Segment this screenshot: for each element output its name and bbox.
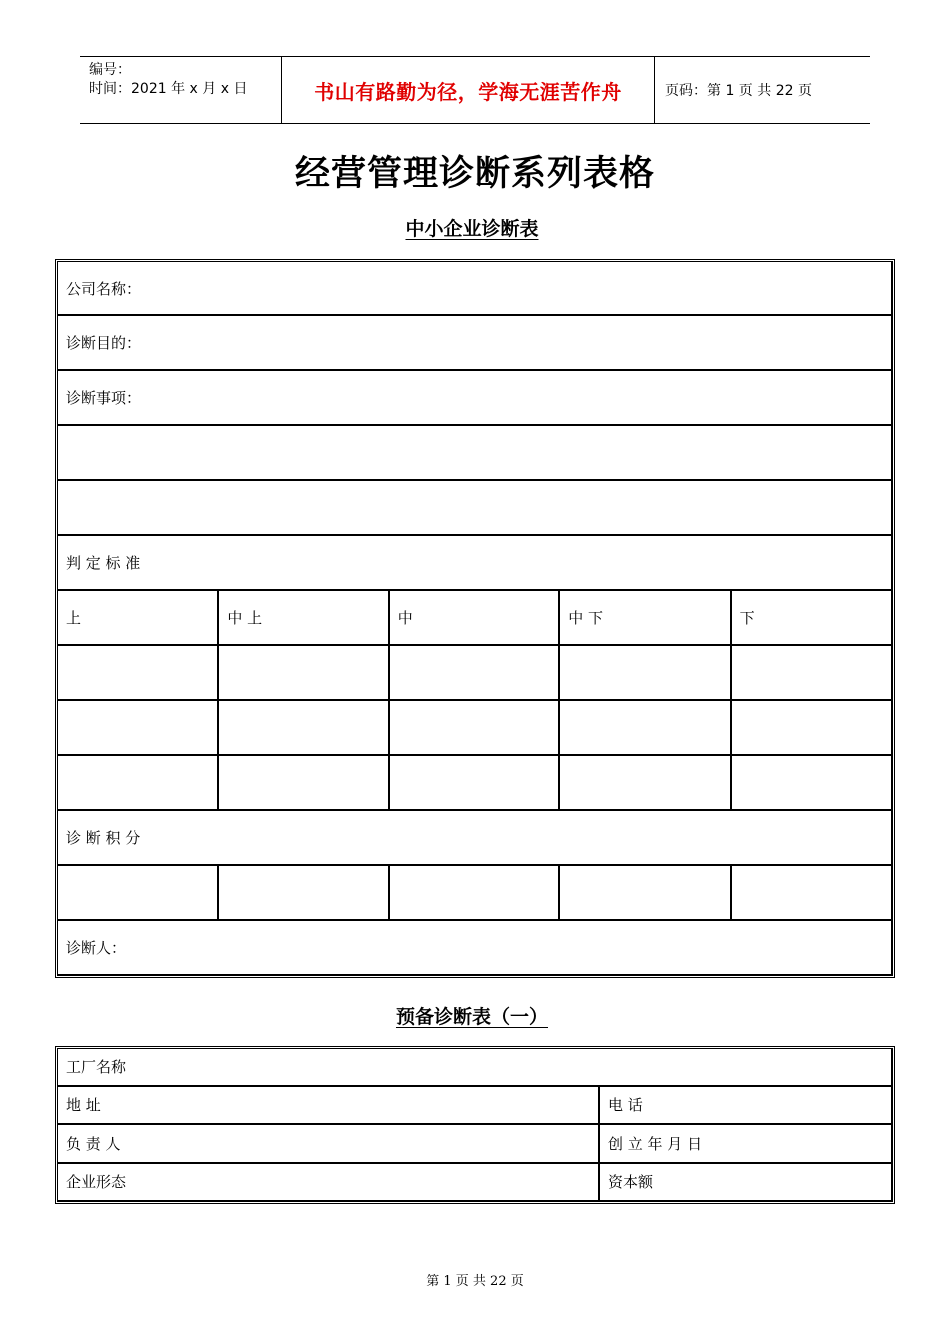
address-field[interactable]: 地 址 (57, 1087, 600, 1126)
enterprise-form-field[interactable]: 企业形态 (57, 1164, 600, 1203)
manager-field[interactable]: 负 责 人 (57, 1125, 600, 1164)
table-row (57, 646, 893, 701)
score-cell[interactable] (560, 866, 731, 921)
page-footer: 第 1 页 共 22 页 (426, 1274, 524, 1289)
diagnosis-items-blank-1[interactable] (57, 426, 893, 481)
grade-low: 下 (732, 591, 893, 646)
grade-cell[interactable] (219, 756, 389, 811)
table-row (57, 701, 893, 756)
document-number-label: 编号： (89, 62, 131, 78)
section2-title-text: 预备诊断表（一） (395, 1006, 548, 1028)
grade-cell[interactable] (390, 701, 560, 756)
score-cell[interactable] (390, 866, 560, 921)
grade-cell[interactable] (57, 701, 219, 756)
table-row (57, 866, 893, 921)
page-title: 经营管理诊断系列表格 (294, 154, 655, 194)
score-label: 诊 断 积 分 (57, 811, 893, 866)
grade-lower-middle: 中 下 (560, 591, 731, 646)
table-row (57, 316, 893, 371)
phone-field[interactable]: 电 话 (600, 1087, 893, 1126)
score-cell[interactable] (732, 866, 893, 921)
score-cell[interactable] (219, 866, 389, 921)
grade-cell[interactable] (390, 646, 560, 701)
grade-cell[interactable] (560, 701, 731, 756)
table-row (57, 481, 893, 536)
table-row (57, 756, 893, 811)
sme-diagnosis-table (55, 259, 895, 978)
grade-cell[interactable] (732, 646, 893, 701)
diagnosis-purpose-field[interactable]: 诊断目的： (57, 316, 893, 371)
table-row (57, 811, 893, 866)
grade-header-row (57, 591, 893, 646)
table-row (57, 1048, 893, 1087)
company-name-field[interactable]: 公司名称： (57, 261, 893, 316)
table-row (57, 1164, 893, 1203)
grade-cell[interactable] (560, 646, 731, 701)
diagnosis-items-field[interactable]: 诊断事项： (57, 371, 893, 426)
section1-title-text: 中小企业诊断表 (405, 218, 539, 240)
grade-cell[interactable] (57, 646, 219, 701)
preliminary-diagnosis-table (55, 1046, 895, 1204)
founded-date-field[interactable]: 创 立 年 月 日 (600, 1125, 893, 1164)
table-row (57, 261, 893, 316)
table-row (57, 1125, 893, 1164)
score-cell[interactable] (57, 866, 219, 921)
header-left-cell (80, 57, 281, 123)
diagnostician-field[interactable]: 诊断人： (57, 921, 893, 976)
grade-high: 上 (57, 591, 219, 646)
grade-cell[interactable] (219, 701, 389, 756)
page-header (80, 56, 870, 124)
grade-middle: 中 (390, 591, 560, 646)
grade-cell[interactable] (560, 756, 731, 811)
grade-cell[interactable] (732, 701, 893, 756)
diagnosis-items-blank-2[interactable] (57, 481, 893, 536)
grade-upper-middle: 中 上 (219, 591, 389, 646)
section2-title (0, 1002, 950, 1029)
capital-field[interactable]: 资本额 (600, 1164, 893, 1203)
table-row (57, 1087, 893, 1126)
table-row (57, 536, 893, 591)
table-row (57, 371, 893, 426)
header-motto: 书山有路勤为径，学海无涯苦作舟 (281, 57, 655, 123)
criteria-label: 判 定 标 准 (57, 536, 893, 591)
grade-cell[interactable] (732, 756, 893, 811)
grade-cell[interactable] (57, 756, 219, 811)
table-row (57, 426, 893, 481)
grade-cell[interactable] (390, 756, 560, 811)
factory-name-field[interactable]: 工厂名称 (57, 1048, 893, 1087)
grade-cell[interactable] (219, 646, 389, 701)
section1-title (0, 214, 950, 241)
header-page-info: 页码：第 1 页 共 22 页 (665, 83, 812, 99)
document-time-label: 时间：2021 年 x 月 x 日 (89, 81, 248, 97)
table-row (57, 921, 893, 976)
